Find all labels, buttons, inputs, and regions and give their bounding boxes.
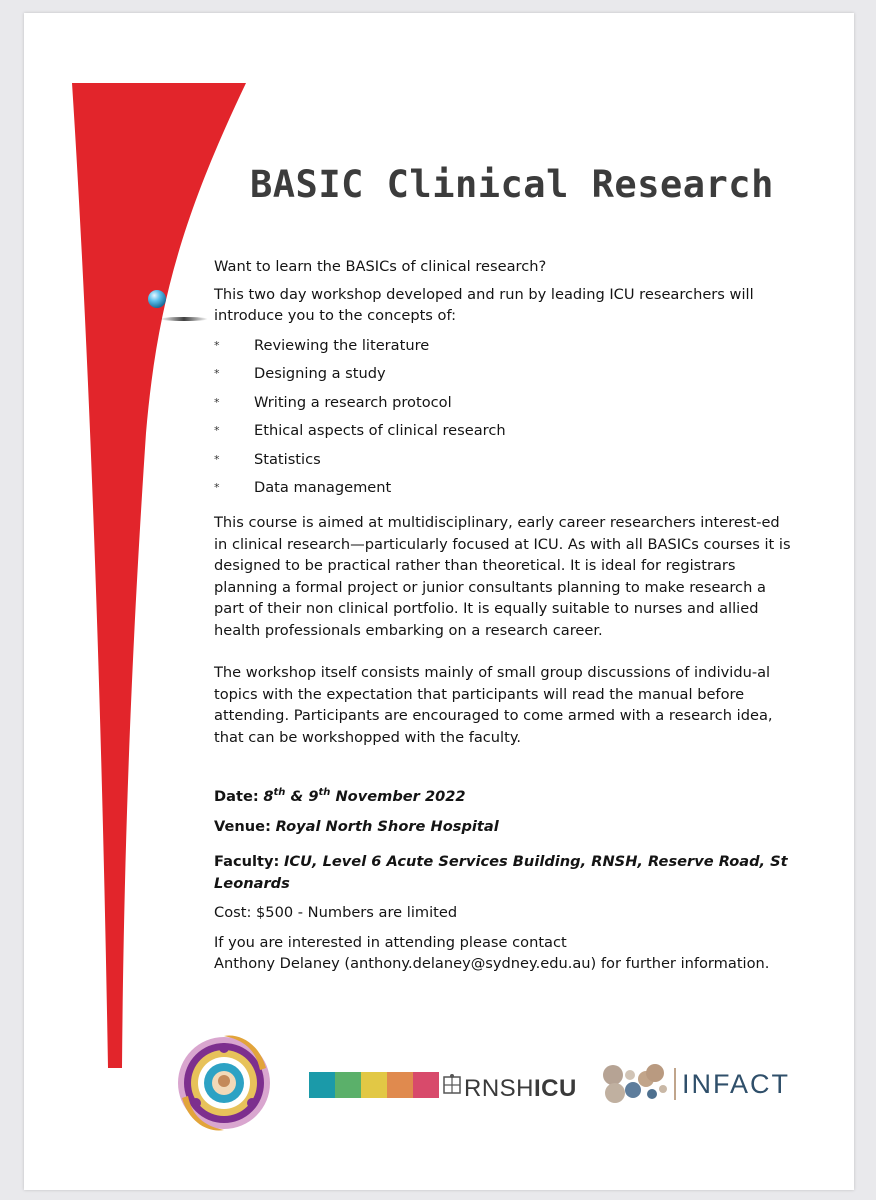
- nsw-crest-icon: [442, 1073, 462, 1097]
- date-month-year: November 2022: [335, 788, 466, 806]
- asterisk-bullet-icon: *: [214, 338, 220, 352]
- date-day1: 8: [263, 788, 274, 806]
- intro-text: This two day workshop developed and run by leading ICU researchers will introduce you to the concepts of:: [214, 285, 754, 324]
- list-item: [214, 449, 794, 478]
- logo-bar: [24, 1028, 854, 1158]
- topic-label: Designing a study: [254, 365, 386, 383]
- date-suffix2: th: [318, 787, 331, 799]
- topic-label: Writing a research protocol: [254, 393, 452, 411]
- faculty-value: ICU, Level 6 Acute Services Building, RNSH, Reserve Road, St Leonards: [214, 853, 788, 892]
- blue-sphere-decoration: [148, 290, 166, 308]
- basic-course-emblem-logo: [174, 1028, 274, 1138]
- page-title: BASIC Clinical Research: [250, 163, 774, 206]
- flyer-page: [24, 13, 854, 1190]
- date-connector: &: [290, 788, 304, 806]
- date-suffix1: th: [273, 787, 286, 799]
- rnsh-prefix: RNSH: [464, 1075, 535, 1102]
- date-day2: 9: [308, 788, 319, 806]
- contact-line2: Anthony Delaney (anthony.delaney@sydney.edu.au) for further information.: [214, 955, 770, 973]
- topic-label: Data management: [254, 479, 392, 497]
- faculty-line: [214, 851, 794, 894]
- infact-bubbles-icon: [599, 1062, 671, 1106]
- venue-value: Royal North Shore Hospital: [275, 817, 499, 835]
- course-description: This course is aimed at multidisciplinary, early career researchers interest-ed in clinical research—particularly focused at ICU. As with all BASICs courses it is designed to be practical rather than theoretical. It is ideal for registrars planning a formal project or junior consultants planning to make research a part of their non clinical portfolio. It is equally suitable to nurses and allied health professionals embarking on a research career.: [214, 514, 791, 639]
- topic-label: Statistics: [254, 450, 321, 468]
- venue-label: Venue:: [214, 817, 271, 835]
- date-line: [214, 786, 794, 808]
- asterisk-bullet-icon: *: [214, 367, 220, 381]
- asterisk-bullet-icon: *: [214, 424, 220, 438]
- rnsh-color-stripe-logo: [309, 1072, 439, 1098]
- topic-label: Reviewing the literature: [254, 336, 430, 354]
- list-item: [214, 392, 794, 421]
- list-item: [214, 363, 794, 392]
- asterisk-bullet-icon: *: [214, 481, 220, 495]
- list-item: [214, 335, 794, 364]
- rnsh-suffix: ICU: [534, 1075, 577, 1102]
- date-label: Date:: [214, 788, 259, 806]
- asterisk-bullet-icon: *: [214, 395, 220, 409]
- intro-question: Want to learn the BASICs of clinical research?: [214, 258, 547, 275]
- contact-line1: If you are interested in attending please contact: [214, 933, 567, 951]
- workshop-description: The workshop itself consists mainly of small group discussions of individu-al topics with the expectation that participants will read the manual before attending. Participants are encouraged to come armed with a research idea, that can be workshopped with the faculty.: [214, 664, 773, 746]
- topic-list: [214, 335, 794, 507]
- infact-in: IN: [682, 1069, 713, 1099]
- list-item: [214, 420, 794, 449]
- rnsh-icu-wordmark: [464, 1075, 577, 1103]
- list-item: [214, 477, 794, 506]
- infact-divider: [674, 1068, 676, 1100]
- faculty-label: Faculty:: [214, 853, 280, 871]
- asterisk-bullet-icon: *: [214, 452, 220, 466]
- venue-line: [214, 816, 794, 838]
- cost-line: Cost: $500 - Numbers are limited: [214, 904, 458, 922]
- flyer-content: [214, 256, 794, 975]
- infact-fact: FACT: [713, 1069, 791, 1099]
- topic-label: Ethical aspects of clinical research: [254, 422, 506, 440]
- infact-wordmark: [682, 1069, 790, 1100]
